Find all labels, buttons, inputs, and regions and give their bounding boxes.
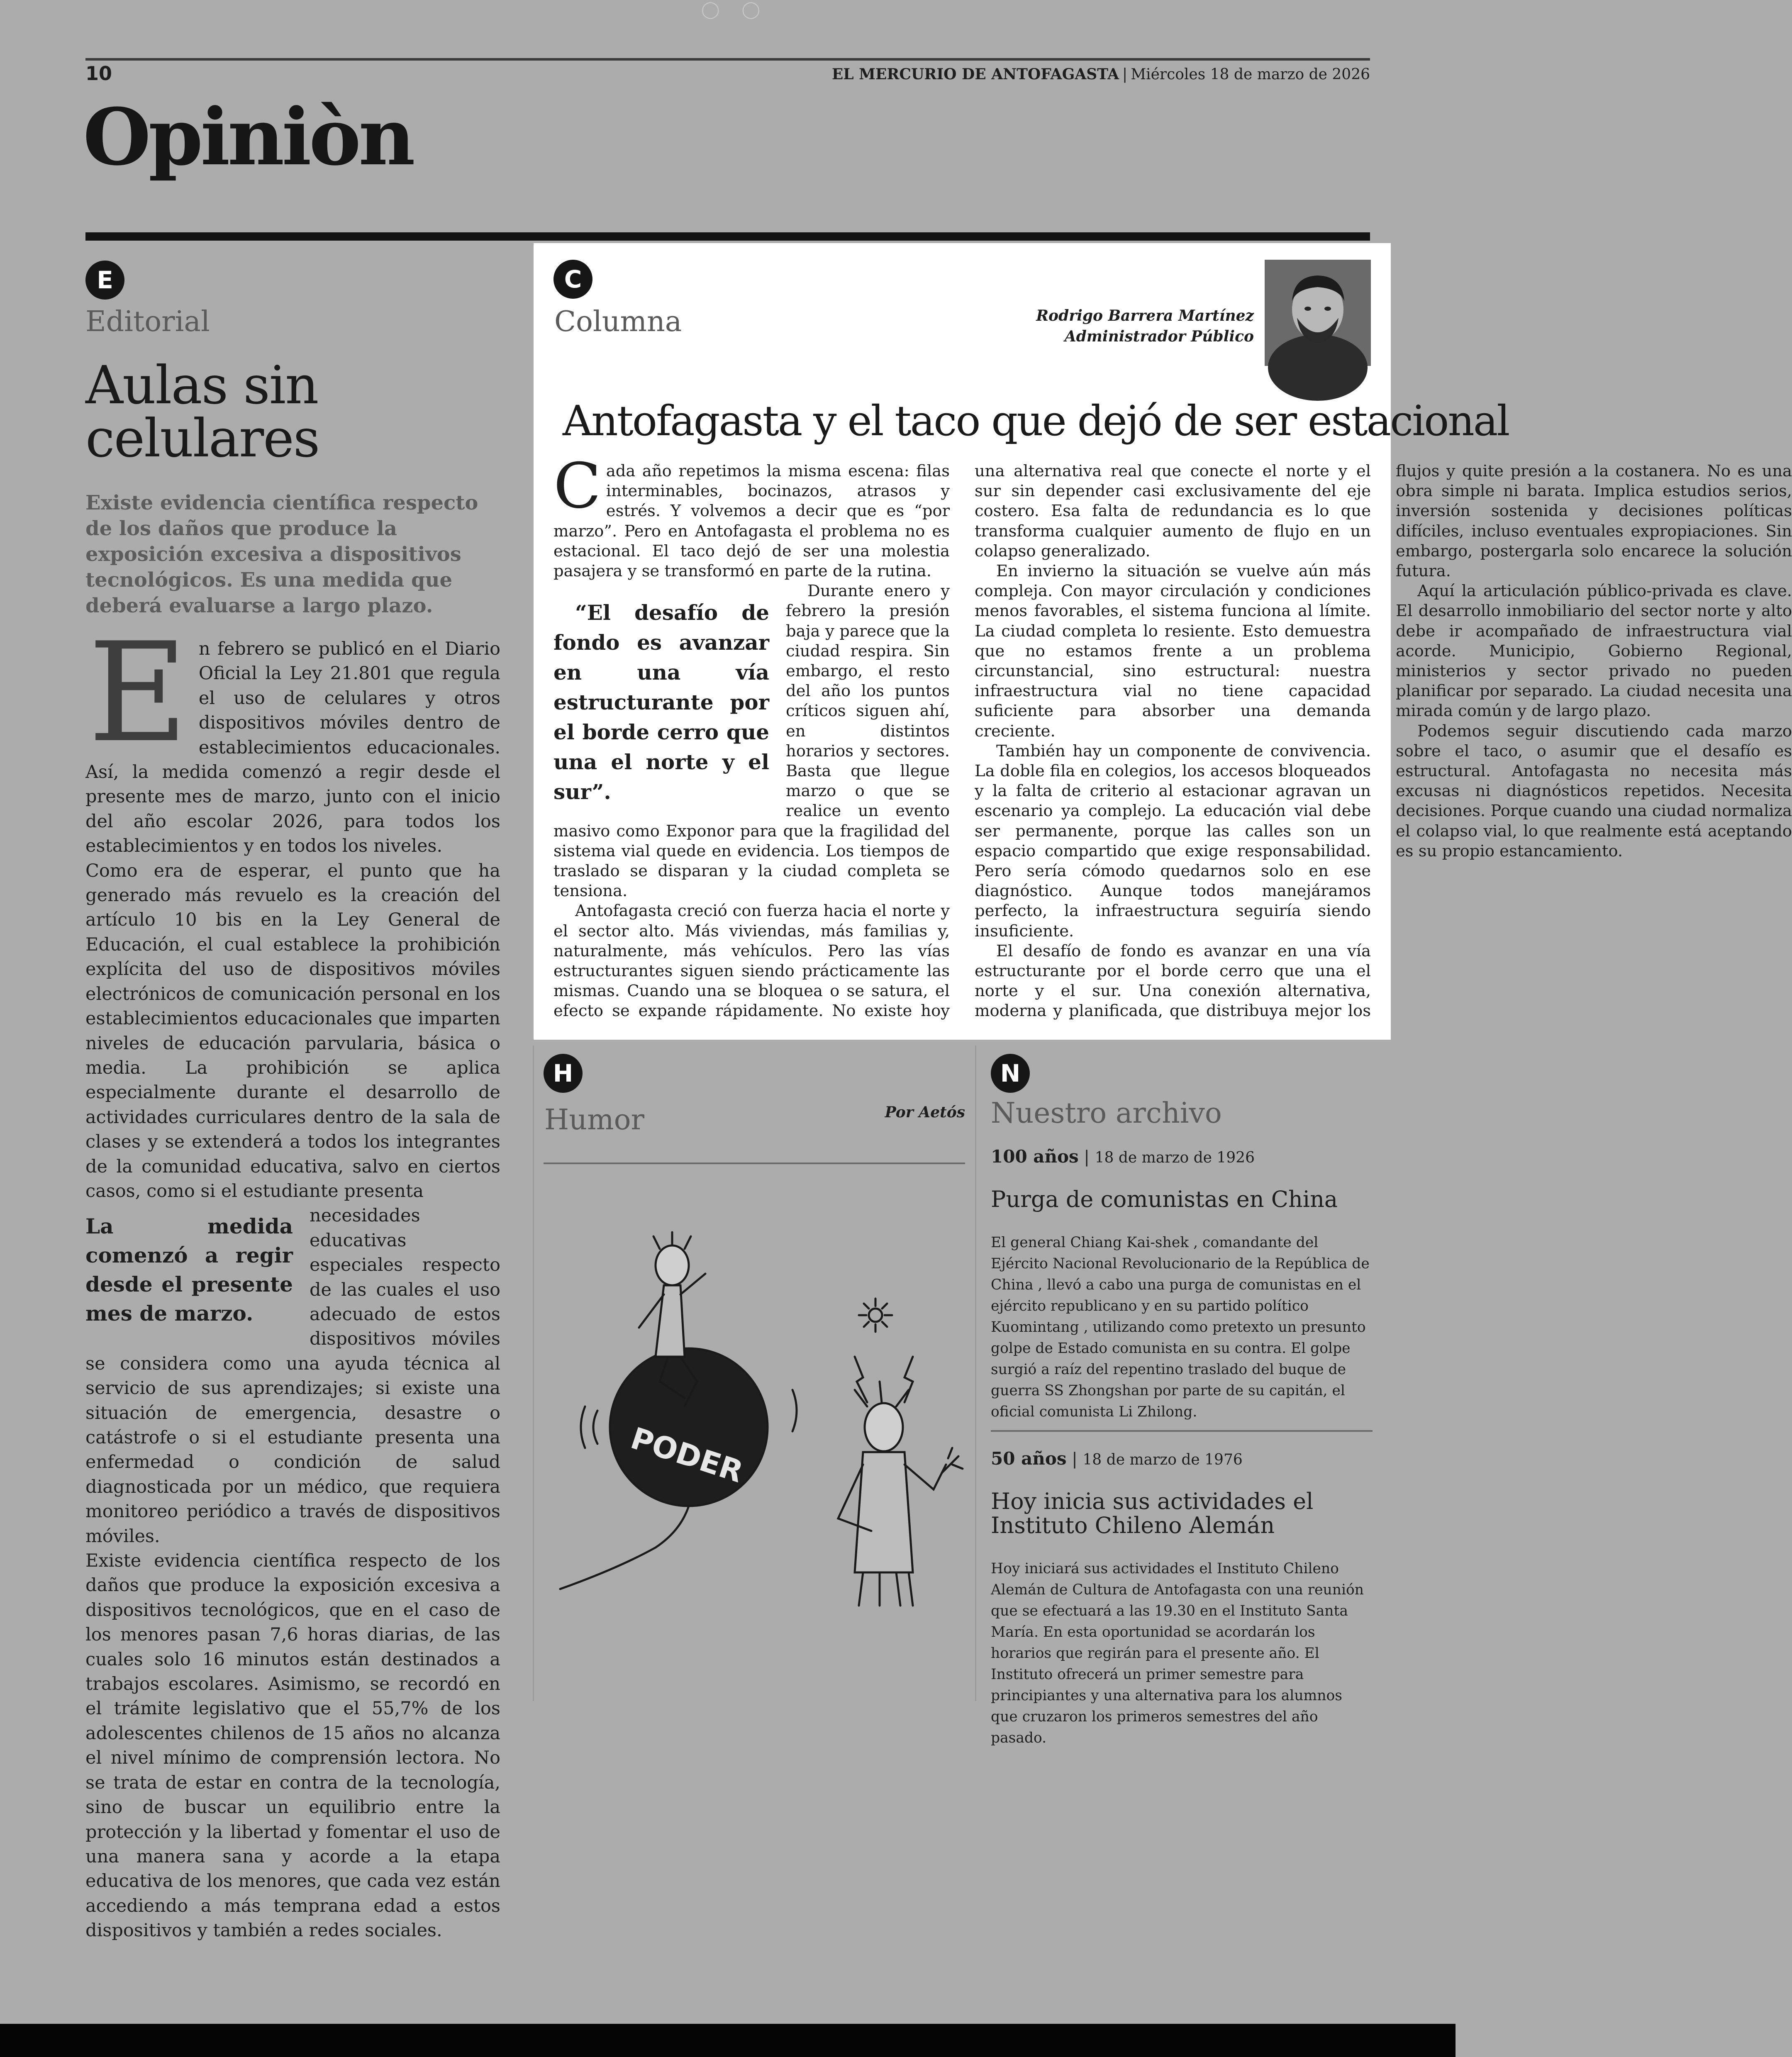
issue-date: Miércoles 18 de marzo de 2026 <box>1131 66 1370 83</box>
archive-entry-date: 18 de marzo de 1926 <box>1095 1149 1255 1166</box>
section-rule <box>85 232 1370 241</box>
column-paragraph-2-text: Durante enero y febrero la presión baja y parece que la ciudad respira. Sin embargo, el resto del año los puntos críticos siguen ahí, en distintos horarios y sectores. Basta que llegue marzo o que se realice un evento masivo como Exponor para que la fragilidad del sistema vial quede en evidencia. Los tiempos de traslado se disparan y la ciudad completa se tensiona. <box>553 582 950 901</box>
author-avatar <box>1265 260 1371 366</box>
humor-cartoon <box>548 1232 963 1647</box>
balloon-label: PODER <box>627 1420 748 1489</box>
column-kicker: Columna <box>554 305 682 338</box>
column-badge: C <box>553 260 592 299</box>
bottom-bar <box>0 2024 1456 2057</box>
author-role: Administrador Público <box>1064 328 1254 345</box>
editorial-body <box>85 613 500 1943</box>
editorial-headline-line1: Aulas sin <box>85 355 318 416</box>
header-rule <box>85 58 1370 61</box>
humor-badge: H <box>544 1054 583 1093</box>
column-paragraph-3: Antofagasta creció con fuerza hacia el norte y el sector alto. Más viviendas, más familias y, naturalmente, más vehículos. Pero las vías estructurantes siguen siendo prácticamente las mismas. Cuando una se bloquea o se satura, el efecto se expande rápidamente. No existe hoy una alternativa real que conecte el norte y el sur sin depender casi exclusivamente del eje costero. Esa falta de redundancia es lo que transforma cualquier aumento de flujo en un colapso generalizado. <box>553 462 1371 1021</box>
archive-entry-years: 100 años <box>991 1146 1079 1167</box>
dateline <box>832 66 1370 83</box>
editorial-headline-line2: celulares <box>85 408 319 469</box>
editorial-headline <box>85 355 500 469</box>
archive-entry-title: Purga de comunistas en China <box>991 1186 1338 1212</box>
editorial-paragraph-1-text: n febrero se publicó en el Diario Oficial la Ley 21.801 que regula el uso de celulares y otros dispositivos móviles dentro de establecimientos educacionales. Así, la medida comenzó a regir desde el presente mes de marzo, junto con el inicio del año escolar 2026, para todos los establecimientos y en todos los niveles. <box>85 639 500 857</box>
column-paragraph-4: En invierno la situación se vuelve aún más compleja. Con mayor circulación y condiciones menos favorables, el sistema funciona al límite. La ciudad completa lo resiente. Esto demuestra que no estamos frente a un problema circunstancial, sino estructural: nuestra infraestructura vial no tiene capacidad suficiente para absorber una demanda creciente. <box>975 562 1371 741</box>
opinion-column <box>534 243 1792 1040</box>
column-pullquote: “El desafío de fondo es avanzar en una vía estructurante por el borde cerro que una el norte y el sur”. <box>553 600 769 804</box>
editorial-deck: Existe evidencia científica respecto de los daños que produce la exposición excesiva a dispositivos tecnológicos. Es una medida que deberá evaluarse a largo plazo. <box>85 491 478 617</box>
archive-entry-separator: | <box>1072 1450 1083 1469</box>
page-number: 10 <box>85 62 112 85</box>
editorial-paragraph-2b-text: necesidades educativas especiales respecto de las cuales el uso adecuado de estos dispositivos móviles se considera como una ayuda técnica al servicio de sus aprendizajes; si existe una situación de emergencia, desastre o catástrofe o si el estudiante presenta una enfermedad o condición de salud diagnosticada por un médico, que requiera monitoreo periódico a través de dispositivos móviles. <box>85 1205 500 1547</box>
editorial-badge: E <box>85 261 124 300</box>
column-paragraph-1 <box>553 450 950 581</box>
archive-entry-title: Hoy inicia sus actividades el Instituto Chileno Alemán <box>991 1488 1314 1538</box>
humor-credit: Por Aetós <box>885 1104 965 1121</box>
column-paragraph-5: También hay un componente de convivencia. La doble fila en colegios, los accesos bloqueados y la falta de criterio al estacionar agravan un escenario ya complejo. La educación vial debe ser permanente, porque las calles son un espacio compartido que exige responsabilidad. Pero sería cómodo quedarnos solo en ese diagnóstico. Aunque todos manejáramos perfecto, la infraestructura seguiría siendo insuficiente. <box>975 741 1371 941</box>
section-title: Opiniòn <box>83 91 413 183</box>
archive-entry-date: 18 de marzo de 1976 <box>1083 1451 1243 1468</box>
editorial-paragraph-3: Existe evidencia científica respecto de los daños que produce la exposición excesiva a dispositivos tecnológicos, que en el caso de los menores pasan 7,6 horas diarias, de las cuales solo 16 minutos están destinados a trabajos escolares. Asimismo, se recordó en el trámite legislativo que el 55,7% de los adolescentes chilenos de 15 años no alcanza el nivel mínimo de comprensión lectora. No se trata de estar en contra de la tecnología, sino de buscar un equilibrio entre la protección y la libertad y fomentar el uso de una manera sana y acorde a la etapa educativa de los menores, que cada vez están accediendo a más temprana edad a estos dispositivos y también a redes sociales. <box>85 1550 500 1941</box>
author-portrait-icon <box>1265 260 1371 366</box>
editorial-kicker: Editorial <box>85 305 210 338</box>
editorial-paragraph-2b <box>85 1204 500 1549</box>
humor-kicker: Humor <box>544 1104 645 1136</box>
humor-section <box>544 1054 965 1701</box>
column-paragraph-2 <box>553 581 950 901</box>
editorial-pullquote: La medida comenzó a regir desde el presente mes de marzo. <box>85 1214 293 1326</box>
archive-entry-head <box>991 1146 1373 1167</box>
column-paragraph-8: Podemos seguir discutiendo cada marzo sobre el taco, o asumir que el desafío es estructural. Antofagasta no necesita más excusas ni diagnósticos repetidos. Necesita decisiones. Porque cuando una ciudad normaliza el colapso vial, lo que realmente está aceptando es su propio estancamiento. <box>1396 721 1792 860</box>
dateline-separator: | <box>1122 66 1128 83</box>
column-byline <box>1036 305 1254 347</box>
archive-entry-years: 50 años <box>991 1448 1067 1469</box>
archive-entry <box>991 1448 1373 1749</box>
editorial-paragraph-1 <box>85 613 500 859</box>
archive-kicker: Nuestro archivo <box>991 1097 1222 1130</box>
editorial-paragraph-2: Como era de esperar, el punto que ha generado más revuelo es la creación del artículo 10 bis en la Ley General de Educación, el cual establece la prohibición explícita del uso de dispositivos móviles electrónicos de comunicación personal en los establecimientos educacionales que imparten niveles de educación parvularia, básica o media. La prohibición se aplica especialmente durante el desarrollo de actividades curriculares dentro de la sala de clases y se extenderá a todos los integrantes de la comunidad educativa, salvo en ciertos casos, como si el estudiante presenta <box>85 860 500 1202</box>
archive-entry <box>991 1146 1373 1423</box>
newspaper-name: EL MERCURIO DE ANTOFAGASTA <box>831 66 1119 83</box>
archive-separator <box>991 1430 1373 1432</box>
editorial-dropcap: E <box>88 613 188 773</box>
editorial-article <box>85 261 500 1943</box>
archive-entry-text: El general Chiang Kai-shek , comandante del Ejército Nacional Revolucionario de la República de China , llevó a cabo una purga de comunistas en el ejército republicano y en su partido político Kuomintang , utilizando como pretexto un presunto golpe de Estado comunista en su contra. El golpe surgió a raíz del repentino traslado del buque de guerra SS Zhongshan por parte de su capitán, el oficial comunista Li Zhilong. <box>991 1234 1370 1420</box>
humor-rule <box>544 1163 965 1164</box>
column-paragraph-6: El desafío de fondo es avanzar en una vía estructurante por el borde cerro que una el norte y el sur. Una conexión alternativa, moderna y planificada, que distribuya mejor los flujos y quite presión a la costanera. No es una obra simple ni barata. Implica estudios serios, inversión sostenida y decisiones políticas difíciles, incluso eventuales expropiaciones. Sin embargo, postergarla solo encarece la solución futura. <box>975 462 1792 1021</box>
column-body <box>553 450 1792 1026</box>
column-headline: Antofagasta y el taco que dejó de ser estacional <box>563 397 1509 445</box>
author-name: Rodrigo Barrera Martínez <box>1036 307 1254 324</box>
column-divider-1 <box>533 1046 534 1701</box>
archive-badge: N <box>991 1054 1030 1093</box>
column-dropcap: C <box>553 450 601 522</box>
column-paragraph-7: Aquí la articulación público-privada es clave. El desarrollo inmobiliario del sector norte y alto debe ir acompañado de infraestructura vial acorde. Municipio, Gobierno Regional, ministerios y sector privado no pueden planificar por separado. La ciudad necesita una mirada común y de largo plazo. <box>1396 582 1792 721</box>
column-paragraph-1-text: ada año repetimos la misma escena: filas interminables, bocinazos, atrasos y estrés. Y volvemos a decir que es “por marzo”. Pero en Antofagasta el problema no es estacional. El taco dejó de ser una molestia pasajera y se transformó en parte de la rutina. <box>553 462 950 581</box>
archive-entry-text: Hoy iniciará sus actividades el Instituto Chileno Alemán de Cultura de Antofagasta con una reunión que se efectuará a las 19.30 en el Instituto Santa María. En esta oportunidad se acordarán los horarios que regirán para el presente año. El Instituto ofrecerá un primer semestre para principiantes y una alternativa para los alumnos que cruzaron los primeros semestres del año pasado. <box>991 1560 1364 1746</box>
archive-entry-separator: | <box>1084 1148 1095 1167</box>
column-divider-2 <box>975 1046 976 1701</box>
top-marks: ◯ ◯ <box>701 0 769 19</box>
archive-entry-head <box>991 1448 1373 1469</box>
archive-section <box>991 1054 1373 1749</box>
